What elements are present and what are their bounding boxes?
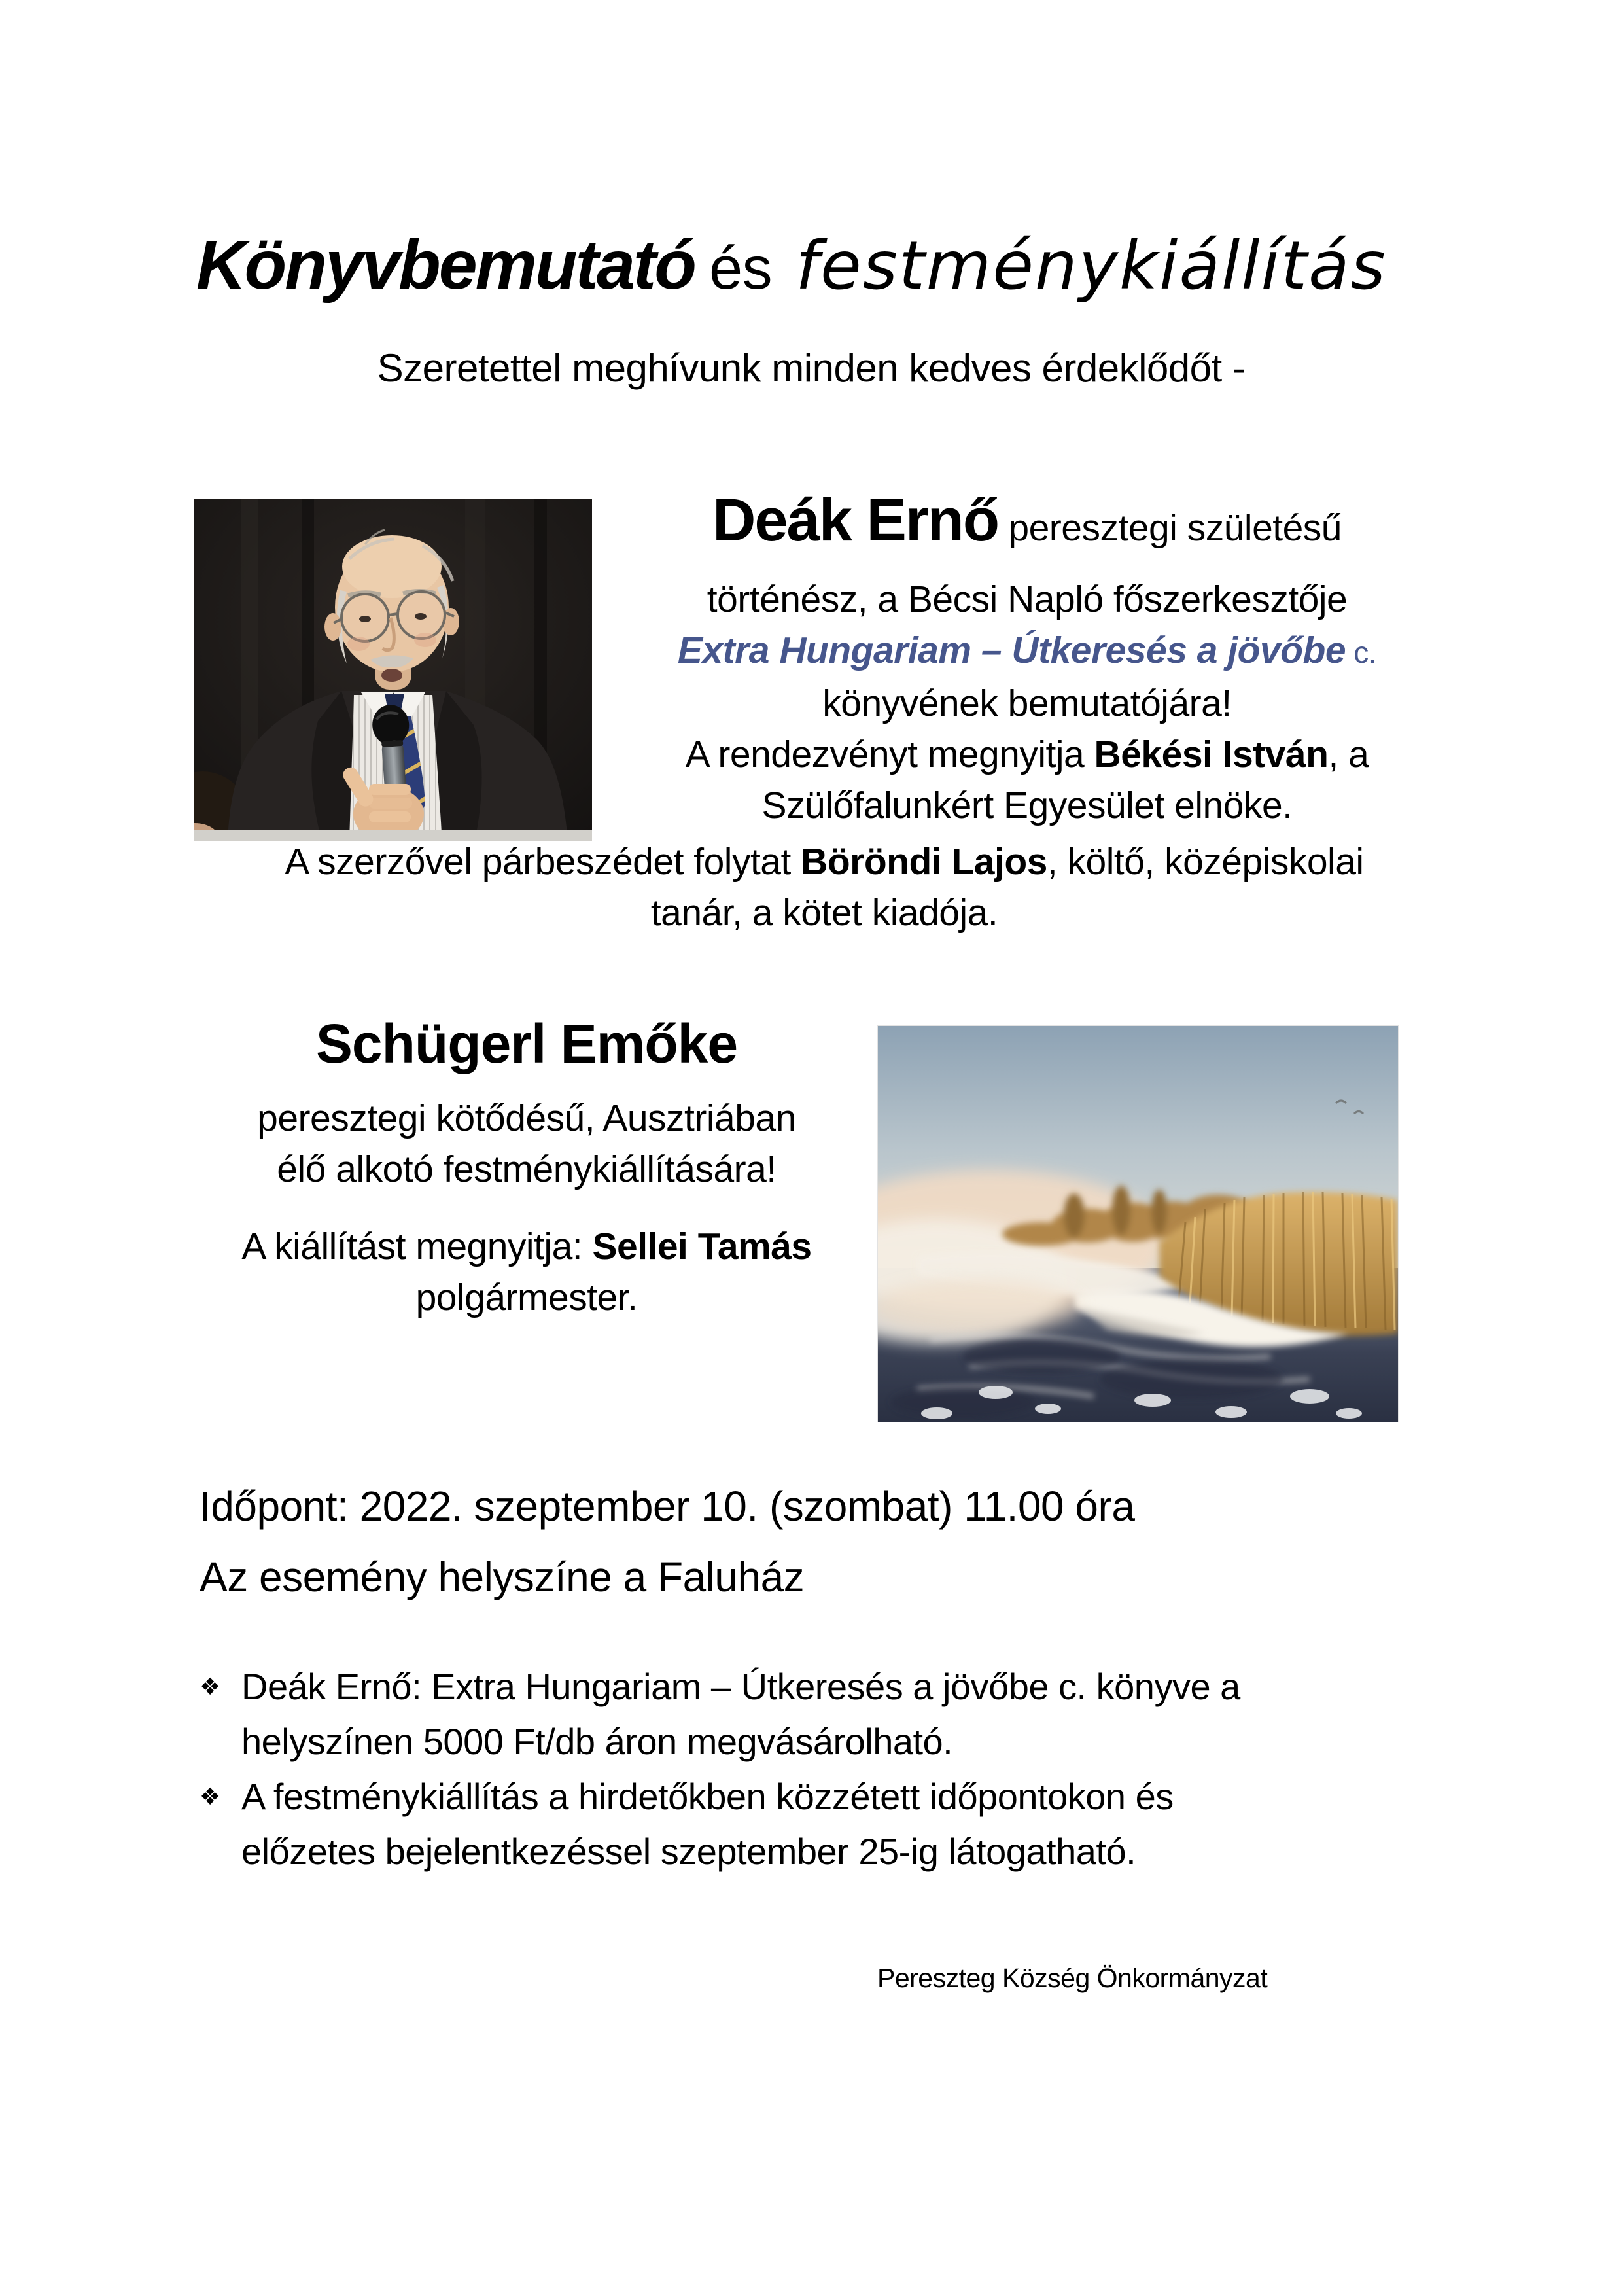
dialog-name: Böröndi Lajos — [801, 841, 1047, 883]
footer-organizer: Pereszteg Község Önkormányzat — [877, 1963, 1268, 1993]
list-item — [200, 1659, 1482, 1769]
book-title-abbr: c. — [1346, 635, 1377, 669]
dialog-pre: A szerzővel párbeszédet folytat — [285, 841, 801, 883]
dialog-post: , költő, középiskolai — [1047, 841, 1364, 883]
speaker-role-line: történész, a Bécsi Napló főszerkesztője — [707, 578, 1348, 620]
bullet-1-line-2: helyszínen 5000 Ft/db áron megvásárolható. — [241, 1721, 953, 1762]
speaker-descriptor: peresztegi születésű — [998, 507, 1342, 549]
book-invite-line: könyvének bemutatójára! — [822, 682, 1232, 724]
exhibition-block — [196, 1011, 857, 1323]
title-exhibition-word: festménykiállítás — [795, 227, 1387, 305]
event-opener-line — [615, 729, 1439, 780]
dialog-block — [196, 836, 1452, 938]
title-and-word: és — [708, 235, 773, 302]
opener-title-line: Szülőfalunkért Egyesület elnöke. — [761, 785, 1293, 826]
painting-photo — [877, 1025, 1397, 1421]
bullet-text — [241, 1659, 1240, 1769]
bullet-1-line-1: Deák Ernő: Extra Hungariam – Útkeresés a jövőbe c. könyve a — [241, 1666, 1240, 1707]
speaker-name-line — [615, 484, 1439, 574]
exh-opener-name: Sellei Tamás — [592, 1226, 812, 1267]
book-presentation-block — [615, 484, 1439, 831]
painting-illustration — [877, 1025, 1399, 1422]
bullet-2-line-2: előzetes bejelentkezéssel szeptember 25-ig látogatható. — [241, 1831, 1136, 1872]
bullet-2-line-1: A festménykiállítás a hirdetőkben közzétett időpontokon és — [241, 1776, 1174, 1817]
dialog-line-2: tanár, a kötet kiadója. — [650, 892, 998, 934]
speaker-name: Deák Ernő — [712, 487, 999, 554]
exh-opener-pre: A kiállítást megnyitja: — [241, 1226, 593, 1267]
bullet-text — [241, 1769, 1174, 1879]
artist-name: Schügerl Emőke — [315, 1013, 738, 1074]
bullet-list — [200, 1659, 1482, 1879]
event-datetime: Időpont: 2022. szeptember 10. (szombat) 11.00 óra — [200, 1483, 1135, 1530]
event-info-block — [200, 1471, 1456, 1612]
exhibition-opener-title: polgármester. — [415, 1277, 638, 1318]
speaker-photo-illustration — [194, 499, 592, 841]
book-title: Extra Hungariam – Útkeresés a jövőbe — [677, 629, 1346, 671]
speaker-photo — [194, 499, 592, 841]
diamond-bullet-icon: ❖ — [200, 1673, 220, 1700]
artist-desc-line-1: peresztegi kötődésű, Ausztriában — [257, 1097, 796, 1139]
book-title-line — [615, 625, 1439, 678]
opener-post: , a — [1328, 733, 1369, 775]
exhibition-opener-line — [196, 1221, 857, 1272]
dialog-line-1 — [196, 836, 1452, 887]
diamond-bullet-icon: ❖ — [200, 1783, 220, 1810]
opener-pre: A rendezvényt megnyitja — [685, 733, 1094, 775]
opener-name: Békési István — [1094, 733, 1329, 775]
title-book-word: Könyvbemutató — [196, 226, 695, 304]
subtitle: Szeretettel meghívunk minden kedves érdeklődőt - — [377, 346, 1246, 390]
artist-desc-line-2: élő alkotó festménykiállítására! — [277, 1148, 777, 1190]
list-item — [200, 1769, 1482, 1879]
event-venue: Az esemény helyszíne a Faluház — [200, 1553, 805, 1600]
page-title — [196, 226, 1439, 305]
